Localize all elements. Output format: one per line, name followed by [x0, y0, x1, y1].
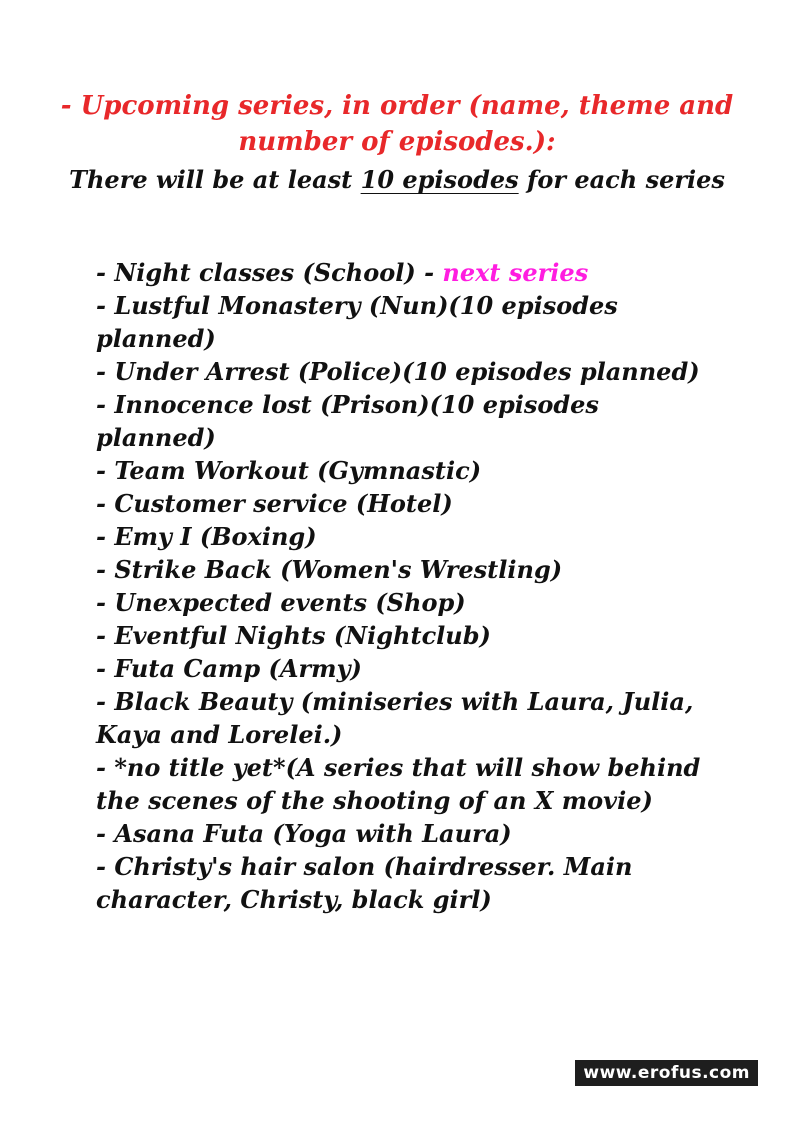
- series-list: [96, 256, 716, 916]
- list-item: [96, 256, 716, 289]
- list-item: - Christy's hair salon (hairdresser. Main character, Christy, black girl): [96, 852, 633, 914]
- list-item: - Customer service (Hotel): [96, 489, 453, 518]
- list-item: - Emy I (Boxing): [96, 522, 317, 551]
- episodes-note: [60, 162, 734, 198]
- list-item: - Asana Futa (Yoga with Laura): [96, 819, 512, 848]
- header: [60, 88, 734, 198]
- list-item: - Black Beauty (miniseries with Laura, Julia, Kaya and Lorelei.): [96, 687, 694, 749]
- list-item: - *no title yet*(A series that will show behind the scenes of the shooting of an X movie): [96, 753, 701, 815]
- list-item: - Unexpected events (Shop): [96, 588, 466, 617]
- list-item: - Team Workout (Gymnastic): [96, 456, 482, 485]
- list-item: - Eventful Nights (Nightclub): [96, 621, 491, 650]
- episodes-note-prefix: There will be at least: [69, 165, 361, 194]
- list-item: - Innocence lost (Prison)(10 episodes planned): [96, 390, 599, 452]
- list-item: - Lustful Monastery (Nun)(10 episodes planned): [96, 291, 618, 353]
- page-title: - Upcoming series, in order (name, theme and number of episodes.):: [60, 91, 734, 157]
- list-item: - Under Arrest (Police)(10 episodes planned): [96, 357, 700, 386]
- episodes-note-suffix: for each series: [518, 165, 725, 194]
- watermark: www.erofus.com: [575, 1060, 758, 1086]
- episodes-note-emphasis: 10 episodes: [360, 165, 519, 194]
- list-item: - Strike Back (Women's Wrestling): [96, 555, 563, 584]
- next-series-label: next series: [442, 258, 589, 287]
- list-item: - Futa Camp (Army): [96, 654, 362, 683]
- series-item-text: - Night classes (School) -: [96, 258, 443, 287]
